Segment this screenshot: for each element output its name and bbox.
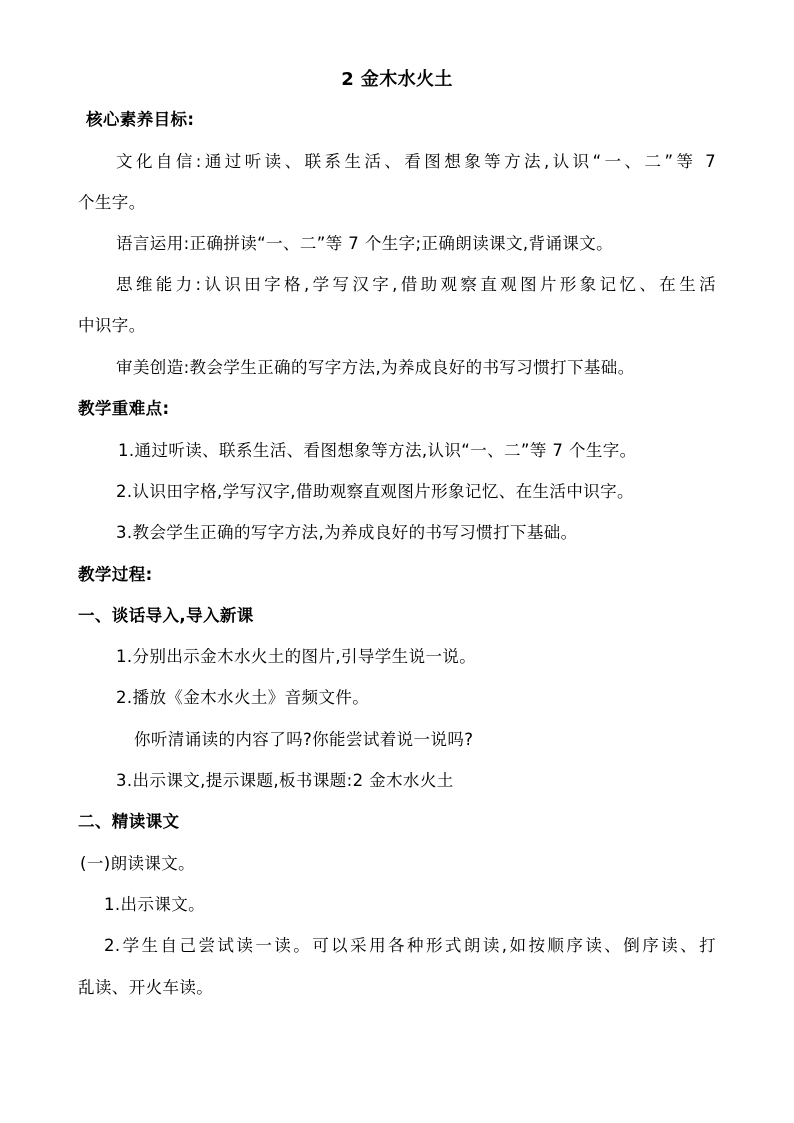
section-1-heading: 一、谈话导入,导入新课 [78, 606, 254, 625]
core-goals-heading: 核心素养目标: [86, 110, 195, 129]
goal-line-2: 个生字。 [78, 193, 146, 212]
section-2-heading: 二、精读课文 [78, 812, 180, 831]
key-point-3: 3.教会学生正确的写字方法,为养成良好的书写习惯打下基础。 [116, 523, 578, 542]
goal-line-4: 思维能力:认识田字格,学写汉字,借助观察直观图片形象记忆、在生活 [116, 275, 716, 294]
section-1-item-1: 1.分别出示金木水火土的图片,引导学生说一说。 [116, 647, 477, 666]
section-2-item-2: 2.学生自己尝试读一读。可以采用各种形式朗读,如按顺序读、倒序读、打 [104, 936, 716, 955]
section-1-item-3: 3.出示课文,提示课题,板书课题:2 金木水火土 [116, 771, 454, 790]
page-title: 2 金木水火土 [341, 69, 453, 90]
section-1-item-2: 2.播放《金木水火土》音频文件。 [116, 688, 370, 707]
process-heading: 教学过程: [78, 565, 153, 584]
goal-line-3: 语言运用:正确拼读“一、二”等 7 个生字;正确朗读课文,背诵课文。 [116, 234, 614, 253]
key-point-2: 2.认识田字格,学写汉字,借助观察直观图片形象记忆、在生活中识字。 [116, 482, 634, 501]
goal-line-6: 审美创造:教会学生正确的写字方法,为养成良好的书写习惯打下基础。 [116, 358, 635, 377]
key-point-1: 1.通过听读、联系生活、看图想象等方法,认识“一、二”等 7 个生字。 [118, 441, 637, 460]
section-1-question: 你听清诵读的内容了吗?你能尝试着说一说吗? [134, 730, 474, 749]
key-points-heading: 教学重难点: [78, 399, 170, 418]
section-2-item-1: 1.出示课文。 [104, 895, 206, 914]
goal-line-1: 文化自信:通过听读、联系生活、看图想象等方法,认识“一、二”等 7 [116, 152, 716, 171]
section-2-item-2-cont: 乱读、开火车读。 [78, 978, 214, 997]
section-2-subheading: (一)朗读课文。 [80, 854, 196, 873]
goal-line-5: 中识字。 [78, 316, 146, 335]
